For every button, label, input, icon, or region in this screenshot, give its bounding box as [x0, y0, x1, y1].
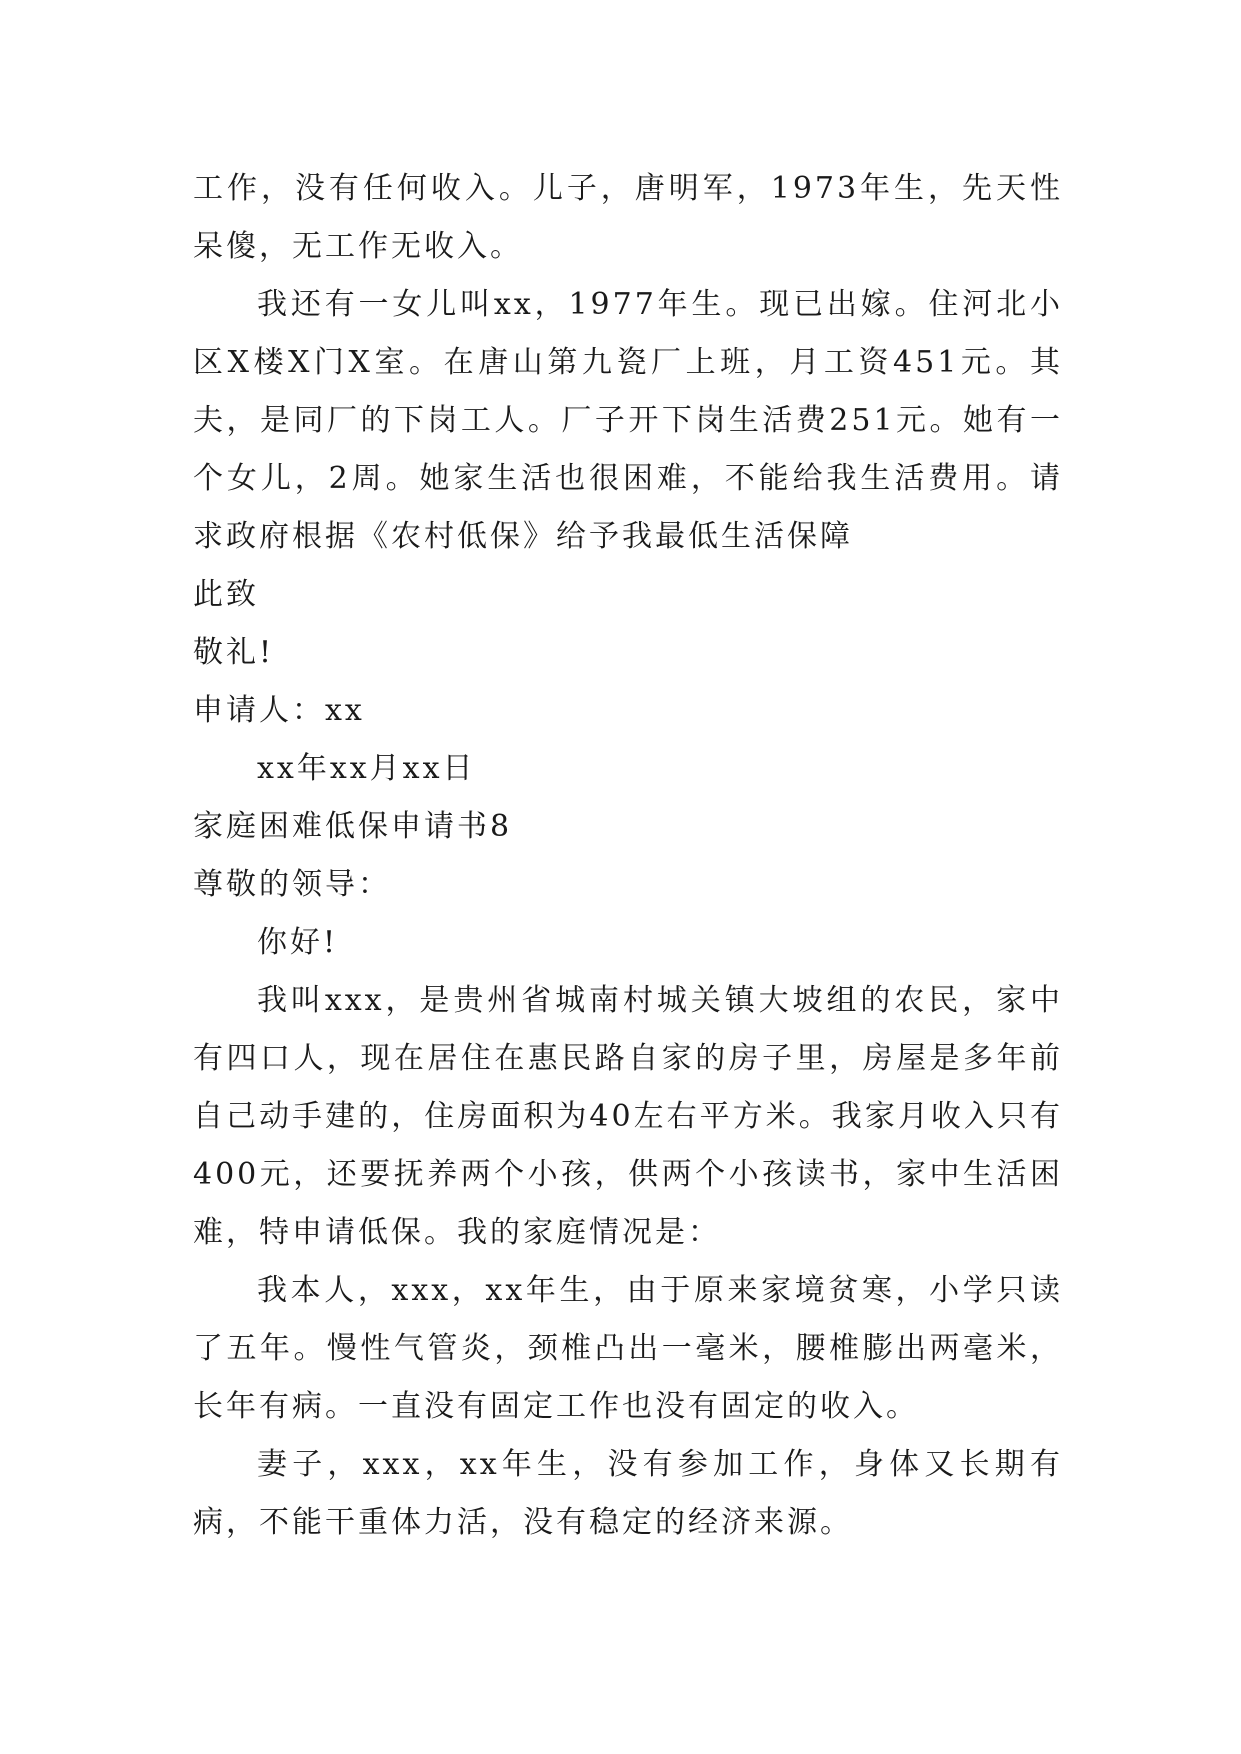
section-title: 家庭困难低保申请书8 — [193, 809, 513, 844]
paragraph-daughter-info: 我还有一女儿叫xx，1977年生。现已出嫁。住河北小区X楼X门X室。在唐山第九瓷厂上班，月工资451元。其夫，是同厂的下岗工人。厂子开下岗生活费251元。她有一个女儿，2周。她家生活也很困难，不能给我生活费用。请求政府根据《农村低保》给予我最低生活保障 — [193, 287, 1063, 554]
applicant-line: 申请人：xx — [193, 693, 365, 728]
date-line: xx年xx月xx日 — [257, 751, 476, 786]
greeting-hello: 你好! — [257, 925, 339, 960]
greeting-recipient: 尊敬的领导： — [193, 867, 391, 902]
closing-regards: 敬礼! — [193, 635, 275, 670]
paragraph-self-info: 我本人，xxx，xx年生，由于原来家境贫寒，小学只读了五年。慢性气管炎，颈椎凸出一毫米，腰椎膨出两毫米，长年有病。一直没有固定工作也没有固定的收入。 — [193, 1273, 1063, 1424]
paragraph-wife-info: 妻子，xxx，xx年生，没有参加工作，身体又长期有病，不能干重体力活，没有稳定的经济来源。 — [193, 1447, 1063, 1540]
document-body — [193, 160, 1063, 1552]
paragraph-son-info: 工作，没有任何收入。儿子，唐明军，1973年生，先天性呆傻，无工作无收入。 — [193, 171, 1063, 264]
paragraph-introduction: 我叫xxx，是贵州省城南村城关镇大坡组的农民，家中有四口人，现在居住在惠民路自家的房子里，房屋是多年前自己动手建的，住房面积为40左右平方米。我家月收入只有400元，还要抚养两个小孩，供两个小孩读书，家中生活困难，特申请低保。我的家庭情况是： — [193, 983, 1063, 1250]
closing-salutation: 此致 — [193, 577, 259, 612]
